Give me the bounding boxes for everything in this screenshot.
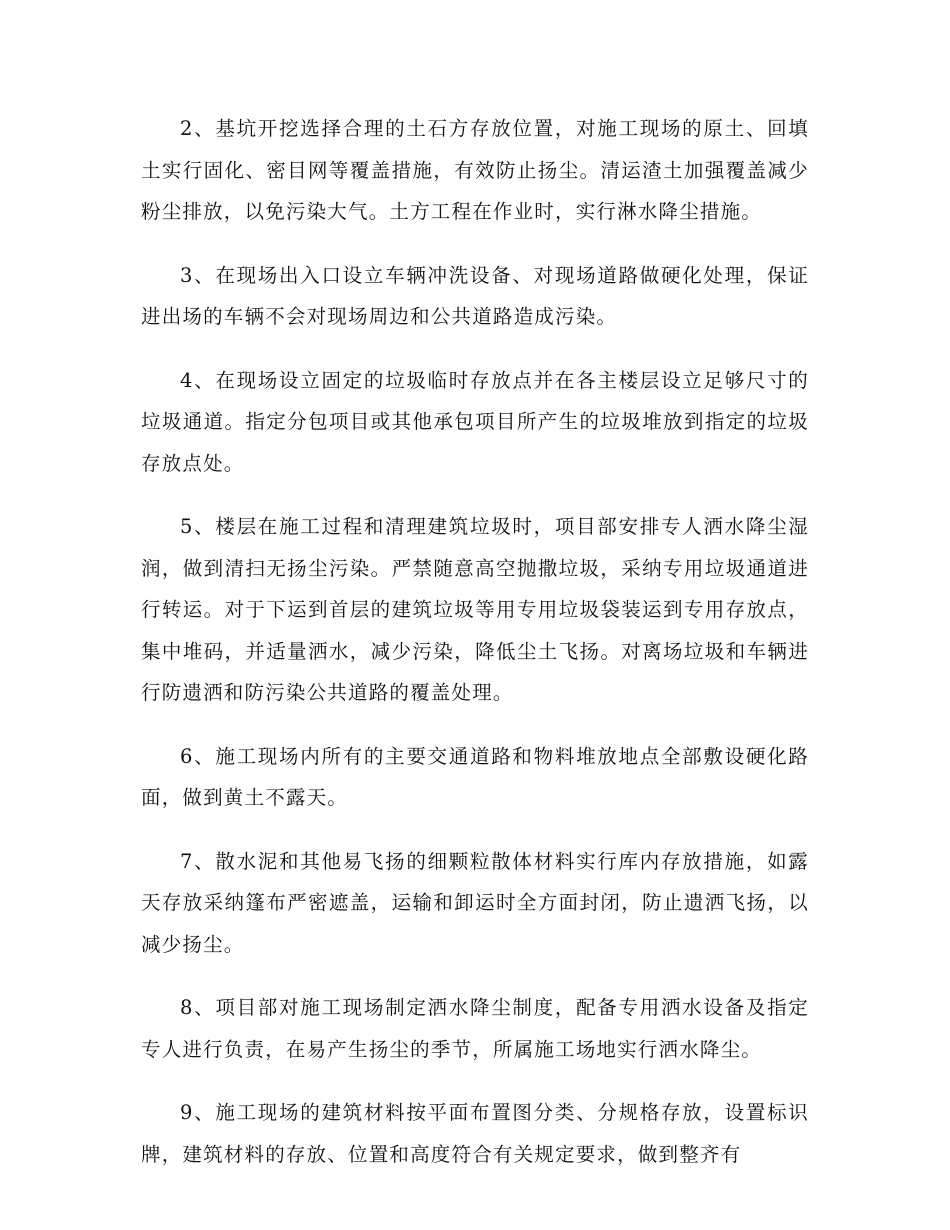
paragraph-item-9: 9、施工现场的建筑材料按平面布置图分类、分规格存放，设置标识牌，建筑材料的存放、位置和高度符合有关规定要求，做到整齐有: [141, 1101, 809, 1166]
paragraph-item-3: 3、在现场出入口设立车辆冲洗设备、对现场道路做硬化处理，保证进出场的车辆不会对现场周边和公共道路造成污染。: [141, 263, 809, 328]
document-body: [141, 108, 809, 1197]
paragraph-item-6: 6、施工现场内所有的主要交通道路和物料堆放地点全部敷设硬化路面，做到黄土不露天。: [141, 744, 809, 809]
paragraph-item-4: 4、在现场设立固定的垃圾临时存放点并在各主楼层设立足够尺寸的垃圾通道。指定分包项目或其他承包项目所产生的垃圾堆放到指定的垃圾存放点处。: [141, 368, 809, 475]
paragraph-item-2: 2、基坑开挖选择合理的土石方存放位置，对施工现场的原土、回填土实行固化、密目网等覆盖措施，有效防止扬尘。清运渣土加强覆盖减少粉尘排放，以免污染大气。土方工程在作业时，实行淋水降尘措施。: [141, 117, 809, 223]
paragraph-item-7: 7、散水泥和其他易飞扬的细颗粒散体材料实行库内存放措施，如露天存放采纳篷布严密遮盖，运输和卸运时全方面封闭，防止遗洒飞扬，以减少扬尘。: [141, 849, 809, 956]
paragraph-item-8: 8、项目部对施工现场制定洒水降尘制度，配备专用洒水设备及指定专人进行负责，在易产生扬尘的季节，所属施工场地实行洒水降尘。: [141, 996, 809, 1061]
paragraph-item-5: 5、楼层在施工过程和清理建筑垃圾时，项目部安排专人洒水降尘湿润，做到清扫无扬尘污染。严禁随意高空抛撒垃圾，采纳专用垃圾通道进行转运。对于下运到首层的建筑垃圾等用专用垃圾袋装运到专用存放点，集中堆码，并适量洒水，减少污染，降低尘土飞扬。对离场垃圾和车辆进行防遗洒和防污染公共道路的覆盖处理。: [141, 515, 809, 704]
